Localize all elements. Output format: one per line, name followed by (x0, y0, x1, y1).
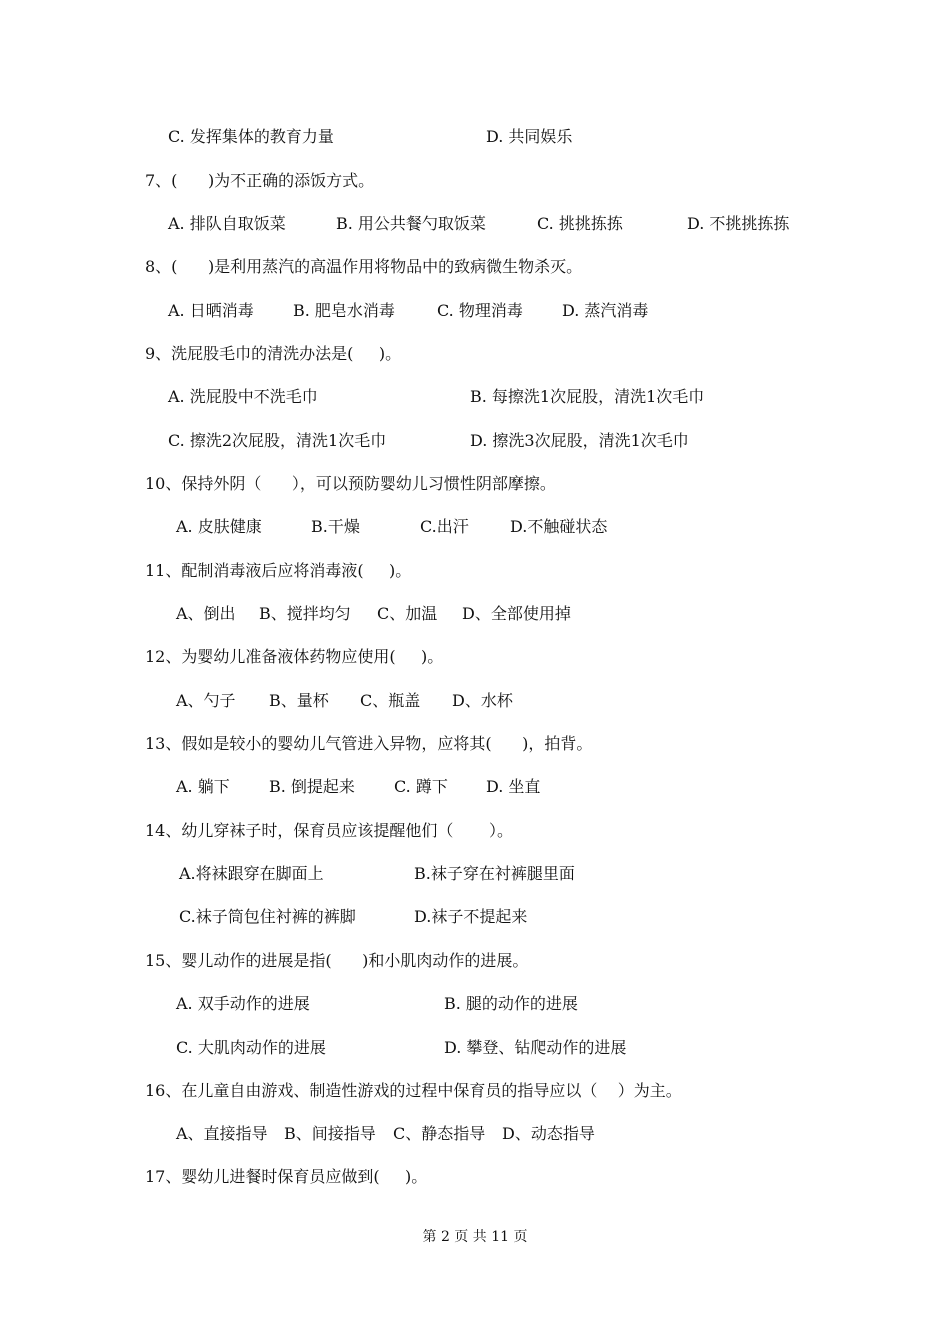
q6-option-c: C. 发挥集体的教育力量 (168, 127, 334, 146)
q12-option-b: B、量杯 (269, 691, 329, 710)
q15-option-d: D. 攀登、钻爬动作的进展 (444, 1038, 627, 1057)
q14-stem: 14、幼儿穿袜子时，保育员应该提醒他们（ ）。 (145, 821, 513, 840)
q16-option-b: B、间接指导 (284, 1124, 376, 1143)
q7-option-a: A. 排队自取饭菜 (168, 214, 286, 233)
page-footer: 第 2 页 共 11 页 (422, 1229, 528, 1245)
q9-option-b: B. 每擦洗1次屁股，清洗1次毛巾 (470, 387, 705, 406)
q11-option-c: C、加温 (377, 604, 438, 623)
q11-option-b: B、搅拌均匀 (259, 604, 351, 623)
q13-option-b: B. 倒提起来 (269, 777, 355, 796)
q9-stem: 9、洗屁股毛巾的清洗办法是( )。 (145, 344, 402, 363)
q15-option-b: B. 腿的动作的进展 (444, 994, 578, 1013)
q14-option-d: D.袜子不提起来 (414, 907, 528, 926)
q13-stem: 13、假如是较小的婴幼儿气管进入异物，应将其( )，拍背。 (145, 734, 593, 753)
q10-option-d: D.不触碰状态 (510, 517, 608, 536)
q8-option-c: C. 物理消毒 (437, 301, 523, 320)
q11-option-a: A、倒出 (176, 604, 236, 623)
q17-stem: 17、婴幼儿进餐时保育员应做到( )。 (145, 1167, 428, 1186)
q10-option-c: C.出汗 (420, 517, 469, 536)
q16-option-a: A、直接指导 (176, 1124, 268, 1143)
q13-option-a: A. 躺下 (176, 777, 230, 796)
q11-stem: 11、配制消毒液后应将消毒液( )。 (145, 561, 412, 580)
q15-option-a: A. 双手动作的进展 (176, 994, 310, 1013)
q7-stem: 7、( )为不正确的添饭方式。 (145, 171, 375, 190)
q7-option-d: D. 不挑挑拣拣 (687, 214, 790, 233)
q8-stem: 8、( )是利用蒸汽的高温作用将物品中的致病微生物杀灭。 (145, 257, 583, 276)
q10-stem: 10、保持外阴（ ），可以预防婴幼儿习惯性阴部摩擦。 (145, 474, 556, 493)
q13-option-c: C. 蹲下 (394, 777, 448, 796)
q7-option-c: C. 挑挑拣拣 (537, 214, 623, 233)
q16-option-d: D、动态指导 (502, 1124, 595, 1143)
q8-option-d: D. 蒸汽消毒 (562, 301, 649, 320)
q8-option-b: B. 肥皂水消毒 (293, 301, 395, 320)
q16-stem: 16、在儿童自由游戏、制造性游戏的过程中保育员的指导应以（ ）为主。 (145, 1081, 682, 1100)
q14-option-b: B.袜子穿在衬裤腿里面 (414, 864, 575, 883)
q10-option-b: B.干燥 (311, 517, 360, 536)
q7-option-b: B. 用公共餐勺取饭菜 (336, 214, 486, 233)
q15-option-c: C. 大肌肉动作的进展 (176, 1038, 326, 1057)
q12-option-a: A、勺子 (176, 691, 236, 710)
q12-option-c: C、瓶盖 (360, 691, 421, 710)
q14-option-c: C.袜子筒包住衬裤的裤脚 (179, 907, 356, 926)
q8-option-a: A. 日晒消毒 (168, 301, 254, 320)
q6-option-d: D. 共同娱乐 (486, 127, 573, 146)
q11-option-d: D、全部使用掉 (462, 604, 571, 623)
q16-option-c: C、静态指导 (393, 1124, 486, 1143)
q15-stem: 15、婴儿动作的进展是指( )和小肌肉动作的进展。 (145, 951, 529, 970)
q14-option-a: A.将袜跟穿在脚面上 (179, 864, 324, 883)
q9-option-c: C. 擦洗2次屁股，清洗1次毛巾 (168, 431, 387, 450)
q13-option-d: D. 坐直 (486, 777, 541, 796)
q9-option-d: D. 擦洗3次屁股，清洗1次毛巾 (470, 431, 689, 450)
q10-option-a: A. 皮肤健康 (176, 517, 262, 536)
q12-stem: 12、为婴幼儿准备液体药物应使用( )。 (145, 647, 444, 666)
q12-option-d: D、水杯 (452, 691, 513, 710)
q9-option-a: A. 洗屁股中不洗毛巾 (168, 387, 318, 406)
